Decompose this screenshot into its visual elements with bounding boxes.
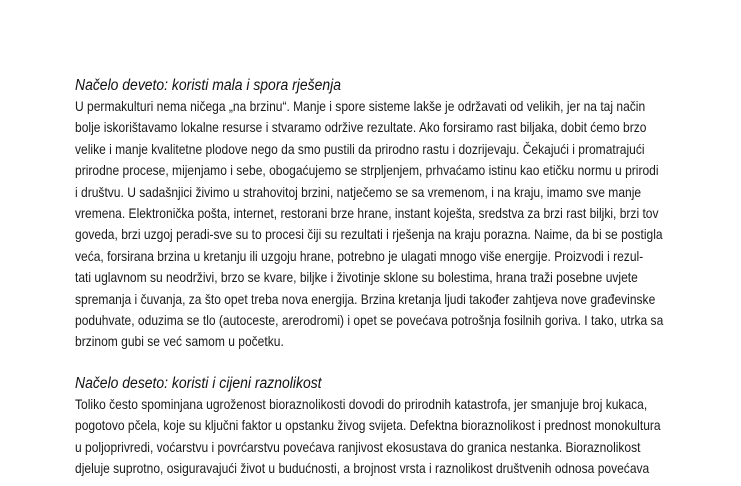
section-principle-nine [75,76,695,353]
paragraph-line: tati uglavnom su neodrživi, brzo se kvare, biljke i životinje sklone su bolestima, hrana traži posebne uvjete [75,269,638,286]
paragraph-line: goveda, brzi uzgoj peradi-sve su to procesi čiji su rezultati i rješenja na kraju poraznа. Naime, da bi se postigla [75,226,663,243]
paragraph-line: djeluje suprotno, osiguravajući život u budućnosti, a brojnost vrsta i raznolikost društvenih odnosa povećava [75,460,650,477]
paragraph-line: U permakulturi nema ničega „na brzinu“. Manje i spore sisteme lakše je održavati od velikih, jer na taj način [75,98,646,114]
paragraph-line: u poljoprivredi, voćarstvu i povrćarstvu povećava ranjivost ekosustava do granica nestanka. Bioraznolikost [75,438,641,455]
paragraph-line: veća, forsirana brzina u kretanju ili uzgoju hrane, potrebno je ulagati mnogo više energije. Proizvodi i rezul- [75,247,644,264]
paragraph-line: brzinom gubi se već samom u početku. [75,333,284,350]
paragraph-line: spremanja i čuvanja, za što opet treba nova energija. Brzina kretanja ljudi također zahtjeva nove građevinske [75,290,656,307]
paragraph-line: vremena. Elektronička pošta, internet, restorani brze hrane, instant koješta, sredstva za brzi rast biljki, brzi tov [75,204,659,221]
paragraph-line: bolje iskorištavamo lokalne resurse i stvaramo održive rezultate. Ako forsiramo rast biljaka, dobit ćemo brzo [75,119,647,136]
paragraph-line: prirodne procese, mijenjamo i sebe, obogaćujemo se strpljenjem, prhvaćamo istinu kao etičku normu u prirodi [75,162,659,179]
section-principle-ten [75,374,695,480]
section-heading: Načelo deveto: koristi mala i spora rješenja [75,77,341,94]
paragraph-line: Toliko često spominjana ugroženost bioraznolikosti dovodi do prirodnih katastrofa, jer smanjuje broj kukaca, [75,396,648,412]
paragraph-line: pogotovo pčela, koje su ključni faktor u opstanku živog svijeta. Defektna bioraznolikost i prednost monokultura [75,417,661,434]
paragraph-line: i društvu. U sadašnjici živimo u strahovitoj brzini, natječemo se sa vremenom, i na kraju, imamo sve manje [75,183,642,200]
paragraph-line: poduhvate, oduzima se tlo (autoceste, arerodromi) i opet se povećava potrošnja fosilnih goriva. I tako, utrka sa [75,311,664,328]
section-heading: Načelo deseto: koristi i cijeni raznolikost [75,375,322,392]
paragraph-line: velike i manje kvalitetne plodove nego da smo pustili da prirodno rastu i dozrijevaju. Čekajući i promatrajući [75,140,645,157]
